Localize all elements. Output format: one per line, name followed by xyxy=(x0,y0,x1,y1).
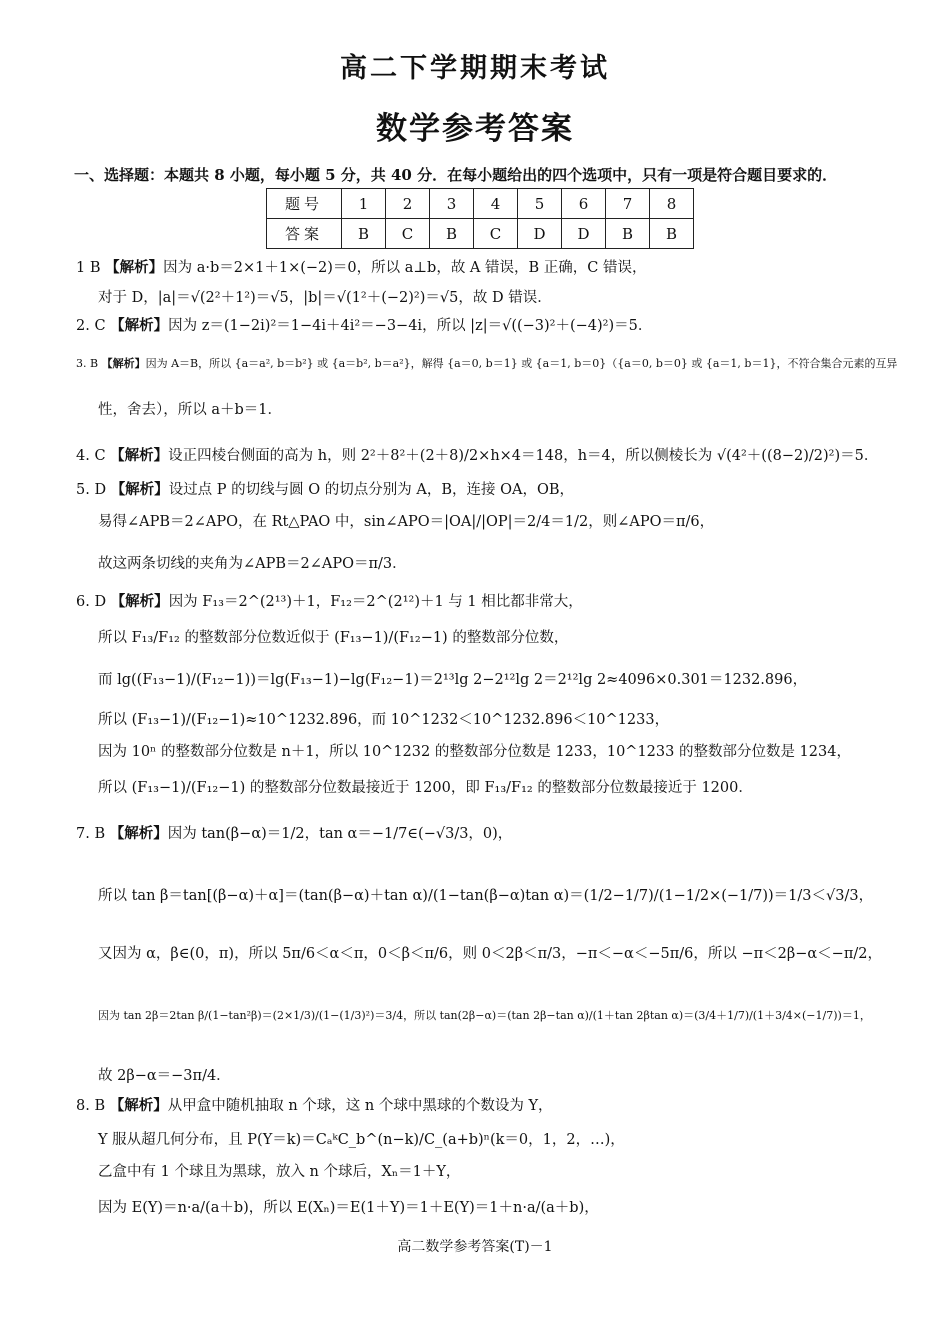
analysis-tag: 【解析】 xyxy=(109,825,168,842)
answer-line: 而 lg((F₁₃−1)/(F₁₂−1))＝lg(F₁₃−1)−lg(F₁₂−1)＝2¹³lg 2−2¹²lg 2＝2¹²lg 2≈4096×0.301＝1232.896， xyxy=(98,672,808,688)
table-cell: 3 xyxy=(430,189,474,219)
answer-text: 因为 F₁₃＝2^(2¹³)＋1，F₁₂＝2^(2¹²)＋1 与 1 相比都非常大， xyxy=(168,594,583,610)
table-cell: C xyxy=(474,219,518,249)
table-cell: 1 xyxy=(342,189,386,219)
table-cell: 6 xyxy=(562,189,606,219)
answer-line: 又因为 α，β∈(0，π)，所以 5π/6＜α＜π，0＜β＜π/6，则 0＜2β＜π/3，−π＜−α＜−5π/6，所以 −π＜2β−α＜−π/2， xyxy=(98,946,882,962)
exam-title: 高二下学期期末考试 xyxy=(340,53,610,84)
analysis-tag: 【解析】 xyxy=(101,357,146,370)
answer-line: 故这两条切线的夹角为∠APB＝2∠APO＝π/3． xyxy=(98,556,407,572)
table-row xyxy=(267,219,694,249)
table-cell: B xyxy=(650,219,694,249)
answer-line xyxy=(76,480,574,500)
table-cell: B xyxy=(342,219,386,249)
answer-line xyxy=(76,446,878,466)
answer-line: 所以 (F₁₃−1)/(F₁₂−1)≈10^1232.896，而 10^1232＜10^1232.896＜10^1233， xyxy=(98,712,670,728)
answer-line xyxy=(76,354,897,374)
table-header-number: 题号 xyxy=(267,189,342,219)
analysis-tag: 【解析】 xyxy=(110,317,169,334)
analysis-tag: 【解析】 xyxy=(110,447,169,464)
answer-line xyxy=(76,824,512,844)
answer-line: 故 2β−α＝−3π/4． xyxy=(98,1068,231,1084)
section-heading: 一、选择题：本题共 8 小题，每小题 5 分，共 40 分．在每小题给出的四个选项中，只有一项是符合题目要求的． xyxy=(74,166,838,184)
answer-line: 易得∠APB＝2∠APO，在 Rt△PAO 中，sin∠APO＝|OA|/|OP|＝2/4＝1/2，则∠APO＝π/6， xyxy=(98,514,715,530)
answer-line: 因为 tan 2β＝2tan β/(1−tan²β)＝(2×1/3)/(1−(1/3)²)＝3/4，所以 tan(2β−α)＝(tan 2β−tan α)/(1＋tan 2βtan α)＝(3/4＋1/7)/(1＋3/4×(−1/7))＝1， xyxy=(98,1009,871,1022)
question-number: 1 B xyxy=(76,260,101,276)
answer-line: 对于 D，|a|＝√(2²＋1²)＝√5，|b|＝√(1²＋(−2)²)＝√5，故 D 错误． xyxy=(98,290,552,306)
answer-text: 设过点 P 的切线与圆 O 的切点分别为 A，B，连接 OA，OB， xyxy=(168,482,575,498)
answer-text: 从甲盒中随机抽取 n 个球，这 n 个球中黑球的个数设为 Y， xyxy=(167,1098,553,1114)
page-footer: 高二数学参考答案(T)－1 xyxy=(397,1239,553,1255)
question-number: 5. D xyxy=(76,482,107,498)
analysis-tag: 【解析】 xyxy=(110,593,169,610)
answer-line: 性，舍去），所以 a＋b＝1． xyxy=(98,402,283,418)
answer-line xyxy=(76,316,652,336)
table-cell: 5 xyxy=(518,189,562,219)
table-cell: C xyxy=(386,219,430,249)
table-row xyxy=(267,189,694,219)
answer-table xyxy=(266,188,694,249)
table-cell: 4 xyxy=(474,189,518,219)
question-number: 4. C xyxy=(76,448,106,464)
answer-line: 所以 (F₁₃−1)/(F₁₂−1) 的整数部分位数最接近于 1200，即 F₁₃/F₁₂ 的整数部分位数最接近于 1200． xyxy=(98,780,753,796)
answer-line: 因为 10ⁿ 的整数部分位数是 n＋1，所以 10^1232 的整数部分位数是 1233，10^1233 的整数部分位数是 1234， xyxy=(98,744,851,760)
table-cell: B xyxy=(606,219,650,249)
answer-text: 因为 a·b＝2×1＋1×(−2)＝0，所以 a⊥b，故 A 错误，B 正确，C 错误， xyxy=(163,260,647,276)
answer-line: Y 服从超几何分布，且 P(Y＝k)＝CₐᵏC_b^(n−k)/C_(a+b)ⁿ(k＝0，1，2，…)， xyxy=(98,1132,625,1148)
answer-line: 乙盒中有 1 个球且为黑球，放入 n 个球后，Xₙ＝1＋Y， xyxy=(98,1164,461,1180)
answer-line: 所以 tan β＝tan[(β−α)＋α]＝(tan(β−α)＋tan α)/(1−tan(β−α)tan α)＝(1/2−1/7)/(1−1/2×(−1/7))＝1/3＜√3/3， xyxy=(98,888,874,904)
table-cell: B xyxy=(430,219,474,249)
answer-line xyxy=(76,258,646,278)
analysis-tag: 【解析】 xyxy=(109,1097,168,1114)
table-cell: 8 xyxy=(650,189,694,219)
table-cell: 2 xyxy=(386,189,430,219)
question-number: 3. B xyxy=(76,357,99,370)
table-cell: 7 xyxy=(606,189,650,219)
answer-line xyxy=(76,1096,553,1116)
table-header-answer: 答案 xyxy=(267,219,342,249)
answer-text: 设正四棱台侧面的高为 h，则 2²＋8²＋(2＋8)/2×h×4＝148，h＝4，所以侧棱长为 √(4²＋((8−2)/2)²)＝5． xyxy=(168,448,879,464)
answer-line: 所以 F₁₃/F₁₂ 的整数部分位数近似于 (F₁₃−1)/(F₁₂−1) 的整数部分位数， xyxy=(98,630,569,646)
question-number: 7. B xyxy=(76,826,106,842)
exam-subtitle: 数学参考答案 xyxy=(376,111,574,147)
answer-text: 因为 z＝(1−2i)²＝1−4i＋4i²＝−3−4i，所以 |z|＝√((−3)²＋(−4)²)＝5． xyxy=(168,318,653,334)
answer-line: 因为 E(Y)＝n·a/(a＋b)，所以 E(Xₙ)＝E(1＋Y)＝1＋E(Y)＝1＋n·a/(a＋b)， xyxy=(98,1200,599,1216)
answer-text: 因为 tan(β−α)＝1/2，tan α＝−1/7∈(−√3/3，0)， xyxy=(167,826,513,842)
question-number: 2. C xyxy=(76,318,106,334)
analysis-tag: 【解析】 xyxy=(110,481,169,498)
answer-text: 因为 A＝B，所以 {a＝a², b＝b²} 或 {a＝b², b＝a²}，解得 {a＝0, b＝1} 或 {a＝1, b＝0}（{a＝0, b＝0} 或 {a＝1, b＝1}，不符合集合元素的互异 xyxy=(145,357,898,370)
answer-line xyxy=(76,592,583,612)
table-cell: D xyxy=(518,219,562,249)
table-cell: D xyxy=(562,219,606,249)
analysis-tag: 【解析】 xyxy=(105,259,164,276)
question-number: 6. D xyxy=(76,594,107,610)
question-number: 8. B xyxy=(76,1098,106,1114)
